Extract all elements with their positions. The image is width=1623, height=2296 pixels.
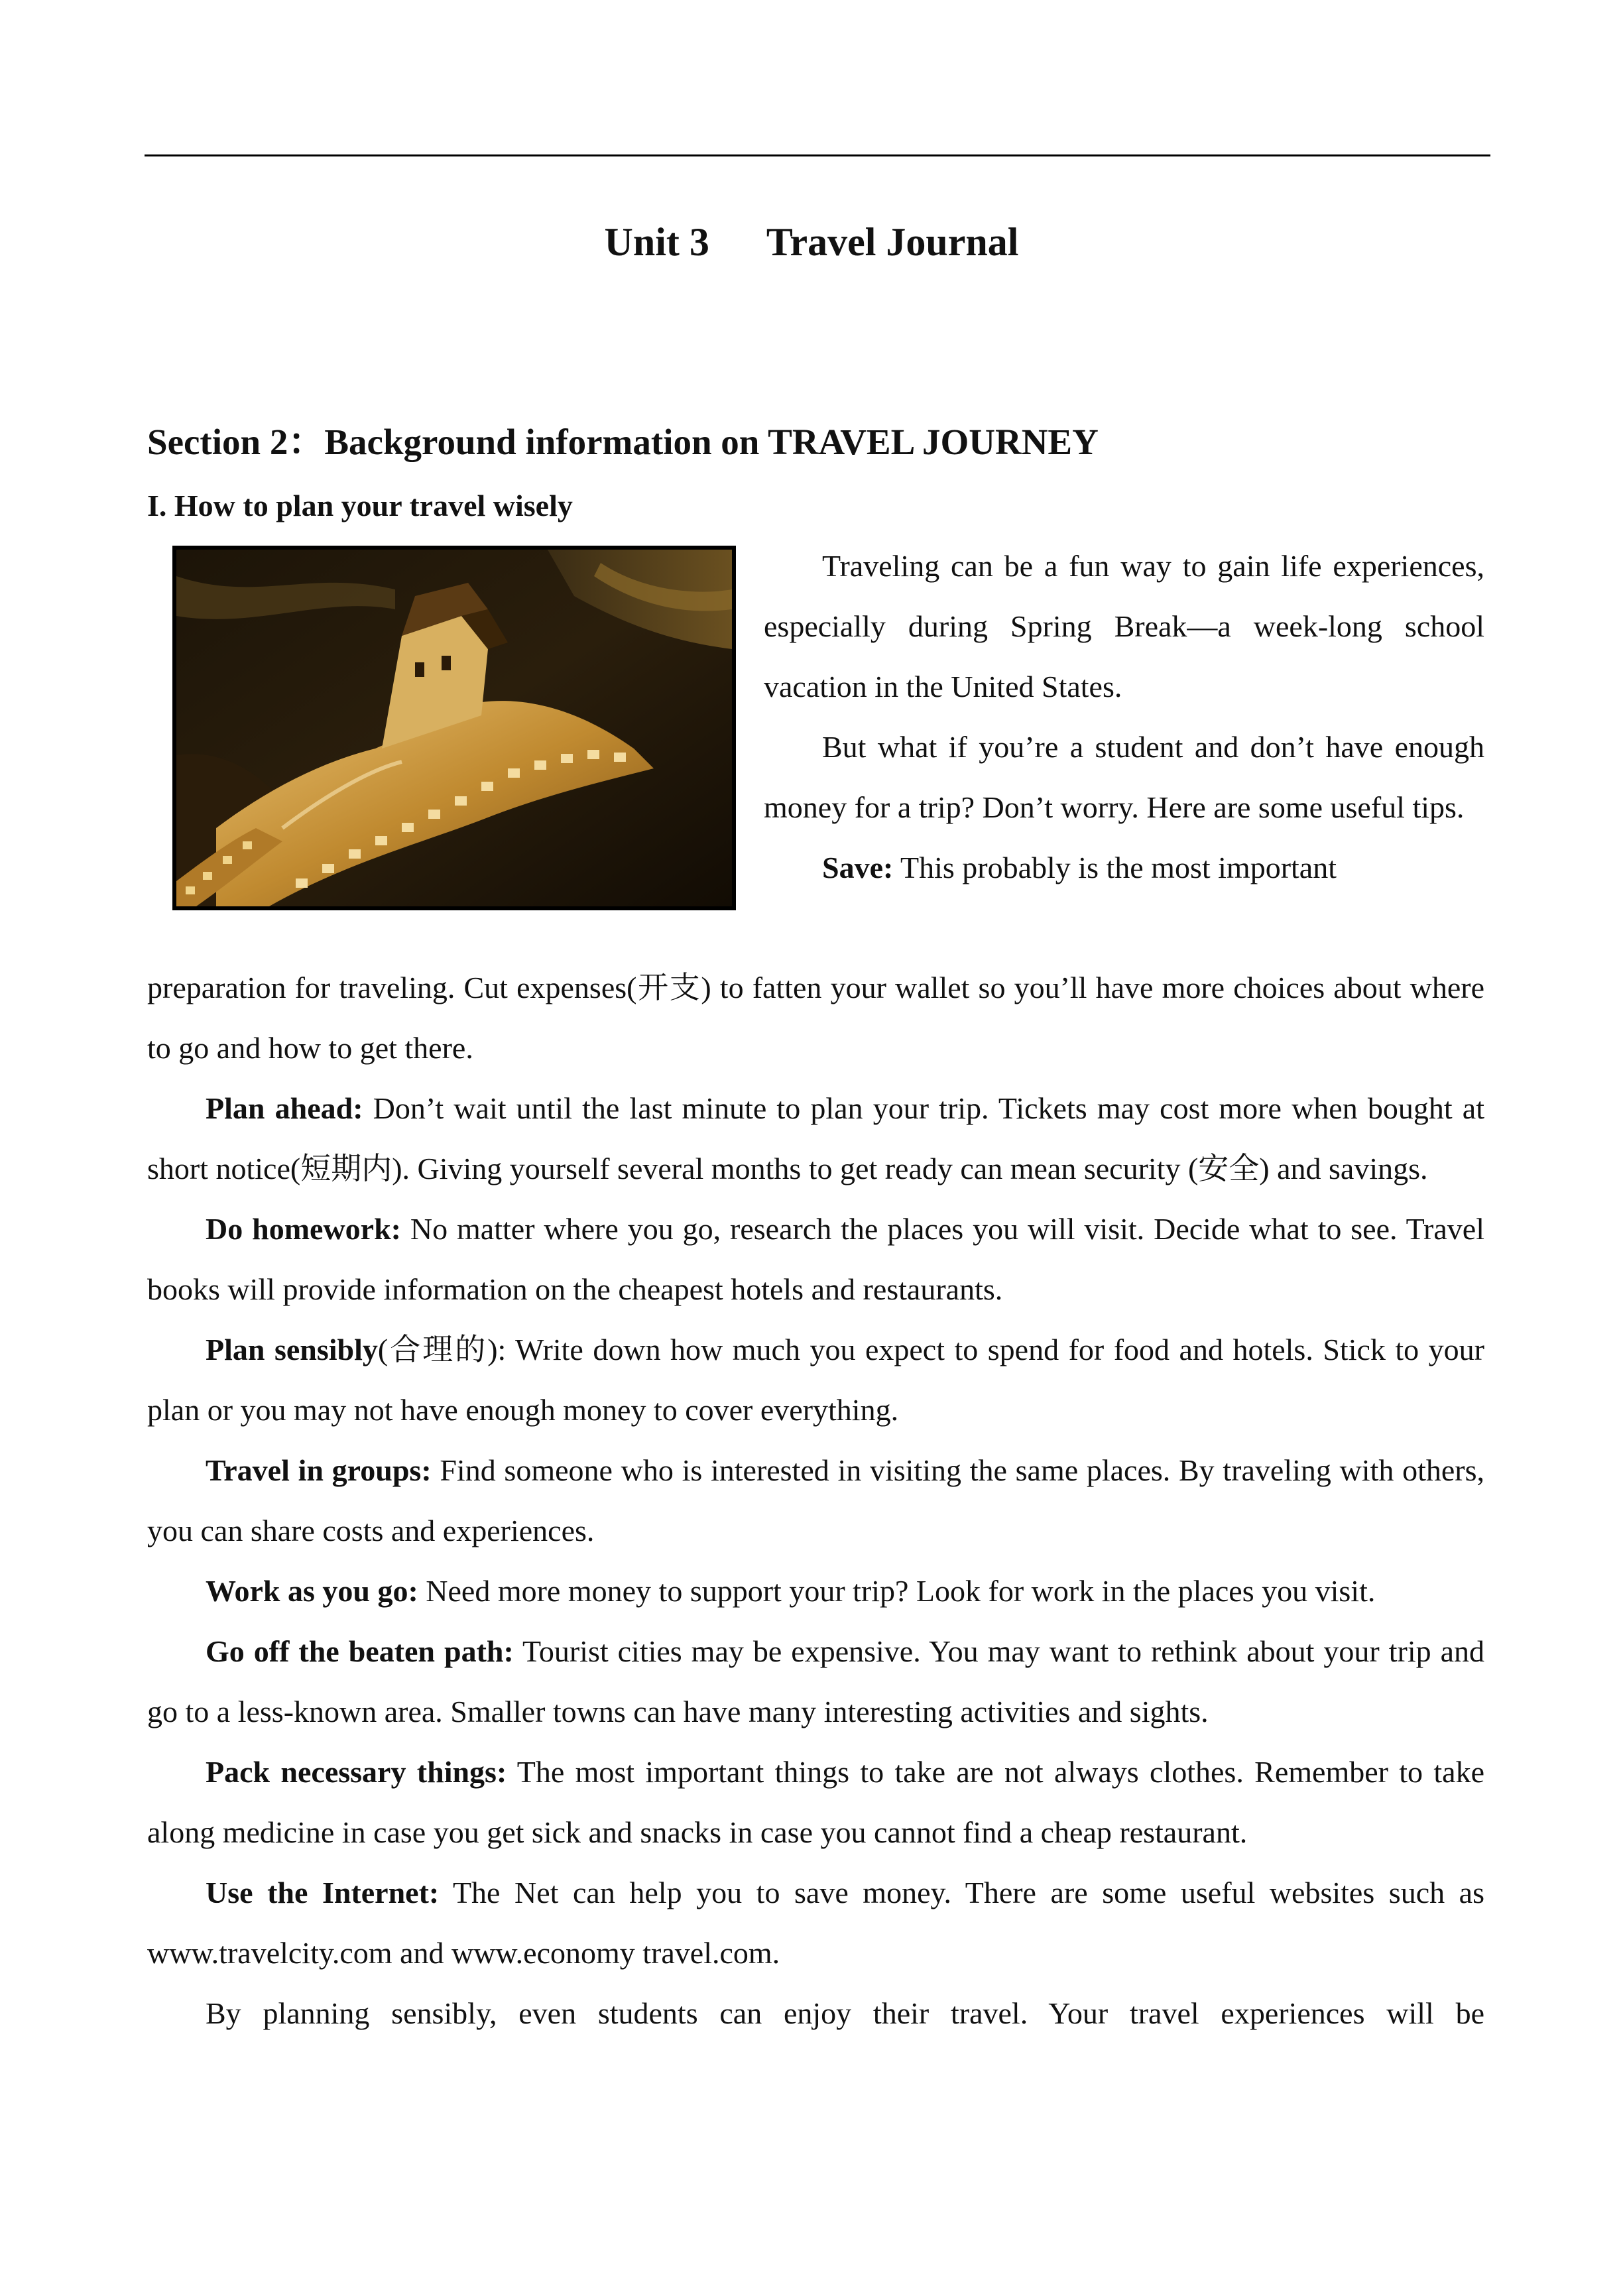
tip-groups-text: Find someone who is interested in visiting the same places. By traveling with others, you can share costs and experiences. (147, 1453, 1484, 1547)
subsection-heading: I. How to plan your travel wisely (147, 489, 573, 522)
great-wall-illustration (176, 550, 732, 906)
tip-save-text-head: This probably is the most important (893, 851, 1337, 884)
tip-sensibly (147, 1319, 1484, 1440)
tip-pack-label: Pack necessary things: (206, 1755, 507, 1789)
intro-text (764, 536, 1484, 898)
tip-save-first-line (764, 837, 1484, 898)
page-title (0, 212, 1623, 272)
tip-off-path-text: Tourist cities may be expensive. You may want to rethink about your trip and go to a less-known area. Smaller towns can have many interesting activities and sights. (147, 1634, 1484, 1728)
tip-off-path-label: Go off the beaten path: (206, 1634, 514, 1668)
tip-internet (147, 1862, 1484, 1983)
tip-pack-text: The most important things to take are not always clothes. Remember to take along medicine in case you get sick and snacks in case you cannot find a cheap restaurant. (147, 1755, 1484, 1849)
tips-body (147, 957, 1484, 2043)
tip-homework-text: No matter where you go, research the places you will visit. Decide what to see. Travel books will provide information on the cheapest hotels and restaurants. (147, 1212, 1484, 1306)
tip-work (147, 1561, 1484, 1621)
unit-name: Travel Journal (766, 220, 1019, 264)
tip-plan-ahead (147, 1078, 1484, 1199)
tip-work-label: Work as you go: (206, 1574, 418, 1608)
tip-save-continued: preparation for traveling. Cut expenses(开支) to fatten your wallet so you’ll have more choices about where to go and how to get there. (147, 971, 1484, 1065)
closing-paragraph: By planning sensibly, even students can enjoy their travel. Your travel experiences will be (206, 1996, 1484, 2030)
tip-internet-label: Use the Internet: (206, 1876, 440, 1909)
section-heading: Section 2：Background information on TRAVEL JOURNEY (147, 422, 1099, 462)
tip-sensibly-label: Plan sensibly (206, 1333, 378, 1366)
tip-plan-ahead-text: Don’t wait until the last minute to plan your trip. Tickets may cost more when bought at short notice(短期内). Giving yourself several months to get ready can mean security (安全) and savings. (147, 1091, 1484, 1185)
header-rule (145, 154, 1490, 156)
tip-work-text: Need more money to support your trip? Look for work in the places you visit. (418, 1574, 1376, 1608)
tip-plan-ahead-label: Plan ahead: (206, 1091, 363, 1125)
great-wall-photo (172, 546, 736, 910)
tip-groups-label: Travel in groups: (206, 1453, 432, 1487)
tip-off-path (147, 1621, 1484, 1742)
unit-number: Unit 3 (604, 220, 709, 264)
intro-paragraph-2: But what if you’re a student and don’t have enough money for a trip? Don’t worry. Here are some useful tips. (764, 730, 1484, 824)
tip-internet-text: The Net can help you to save money. There are some useful websites such as www.travelcity.com and www.economy travel.com. (147, 1876, 1484, 1970)
tip-homework-label: Do homework: (206, 1212, 401, 1246)
intro-paragraph-1: Traveling can be a fun way to gain life experiences, especially during Spring Break—a week-long school vacation in the United States. (764, 549, 1484, 703)
tip-homework (147, 1199, 1484, 1319)
tip-sensibly-text: (合理的): Write down how much you expect to spend for food and hotels. Stick to your plan or you may not have enough money to cover everything. (147, 1333, 1484, 1427)
tip-pack (147, 1742, 1484, 1862)
tip-groups (147, 1440, 1484, 1561)
tip-save-label: Save: (822, 851, 894, 884)
